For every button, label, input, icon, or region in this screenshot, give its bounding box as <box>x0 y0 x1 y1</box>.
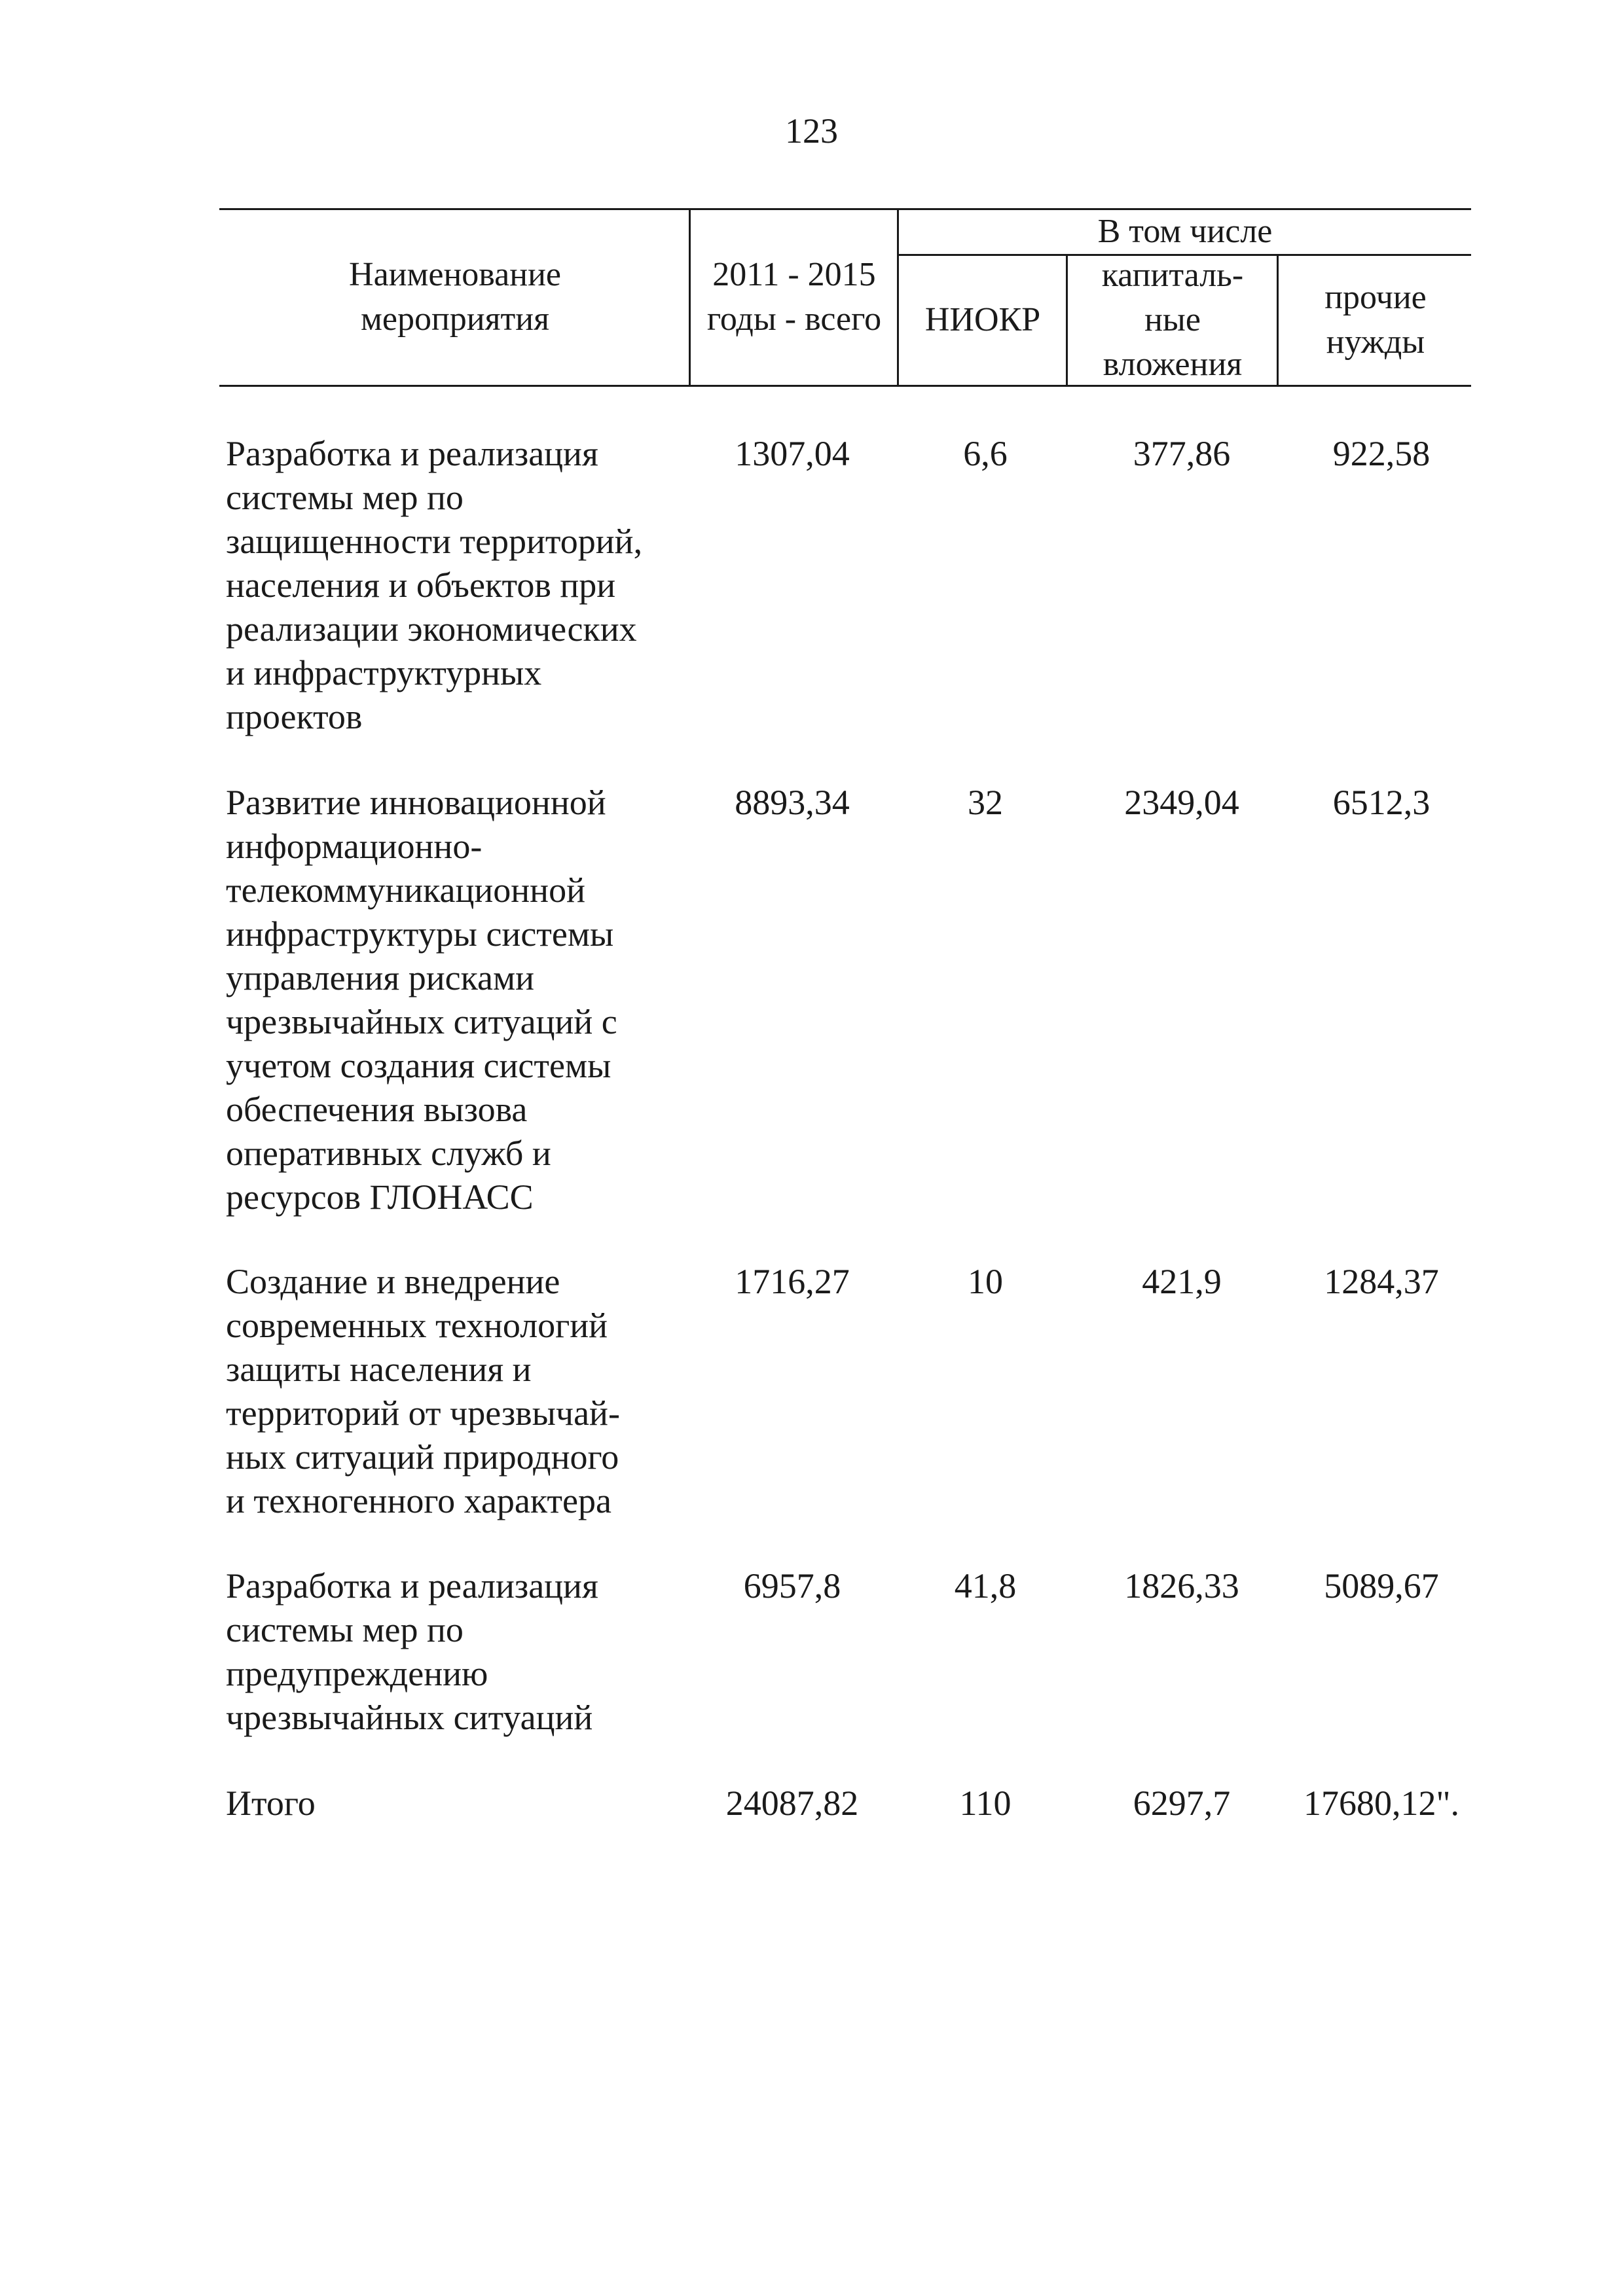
header-name-text: Наименование мероприятия <box>349 256 561 338</box>
header-niokr <box>901 257 1065 384</box>
row-capital: 377,86 <box>1133 434 1231 473</box>
header-group <box>900 211 1470 253</box>
header-group-text: В том числе <box>1097 213 1273 250</box>
row-other: 1284,37 <box>1324 1262 1439 1301</box>
row-capital: 6297,7 <box>1133 1784 1231 1823</box>
row-niokr: 10 <box>968 1262 1003 1301</box>
row-capital: 2349,04 <box>1124 783 1239 822</box>
row-name: Итого <box>226 1784 316 1823</box>
page-number: 123 <box>785 111 838 151</box>
header-capital-text: капиталь-ные вложения <box>1101 257 1244 383</box>
row-niokr: 32 <box>968 783 1003 822</box>
row-name: Разработка и реализация системы мер по предупреждению чрезвычайных ситуаций <box>226 1566 598 1737</box>
row-other: 6512,3 <box>1332 783 1431 822</box>
header-other <box>1281 257 1470 384</box>
row-total: 1307,04 <box>735 434 850 473</box>
header-top-rule <box>219 208 1471 210</box>
row-name: Создание и внедрение современных технологий защиты населения и территорий от чрезвычай- ных ситуаций природного и техногенного характера <box>226 1262 620 1520</box>
row-capital: 1826,33 <box>1124 1566 1239 1605</box>
header-col-divider-4 <box>1277 254 1279 386</box>
row-niokr: 110 <box>959 1784 1012 1823</box>
header-total-text: 2011 - 2015 годы - всего <box>706 256 882 338</box>
header-name <box>226 216 684 378</box>
row-total: 1716,27 <box>735 1262 850 1301</box>
row-total: 24087,82 <box>725 1784 859 1823</box>
row-other: 5089,67 <box>1324 1566 1439 1605</box>
header-niokr-text: НИОКР <box>924 301 1041 338</box>
header-total <box>693 216 896 378</box>
row-niokr: 6,6 <box>963 434 1008 473</box>
row-other: 922,58 <box>1332 434 1431 473</box>
header-col-divider-3 <box>1066 254 1068 386</box>
header-col-divider-1 <box>689 208 691 386</box>
row-total: 6957,8 <box>743 1566 841 1605</box>
row-name: Развитие инновационной информационно- телекоммуникационной инфраструктуры системы управления рисками чрезвычайных ситуаций с учетом создания системы обеспечения вызова оперативных служб и ресурсов ГЛОНАСС <box>226 783 617 1217</box>
row-name: Разработка и реализация системы мер по защищенности территорий, населения и объектов при реализации экономических и инфраструктурных проектов <box>226 434 643 736</box>
header-other-text: прочие нужды <box>1324 279 1427 361</box>
header-capital <box>1070 257 1275 384</box>
row-other: 17680,12". <box>1303 1784 1460 1823</box>
row-capital: 421,9 <box>1142 1262 1222 1301</box>
header-bottom-rule <box>219 385 1471 387</box>
row-total: 8893,34 <box>735 783 850 822</box>
header-col-divider-2 <box>897 208 899 386</box>
row-niokr: 41,8 <box>954 1566 1017 1605</box>
